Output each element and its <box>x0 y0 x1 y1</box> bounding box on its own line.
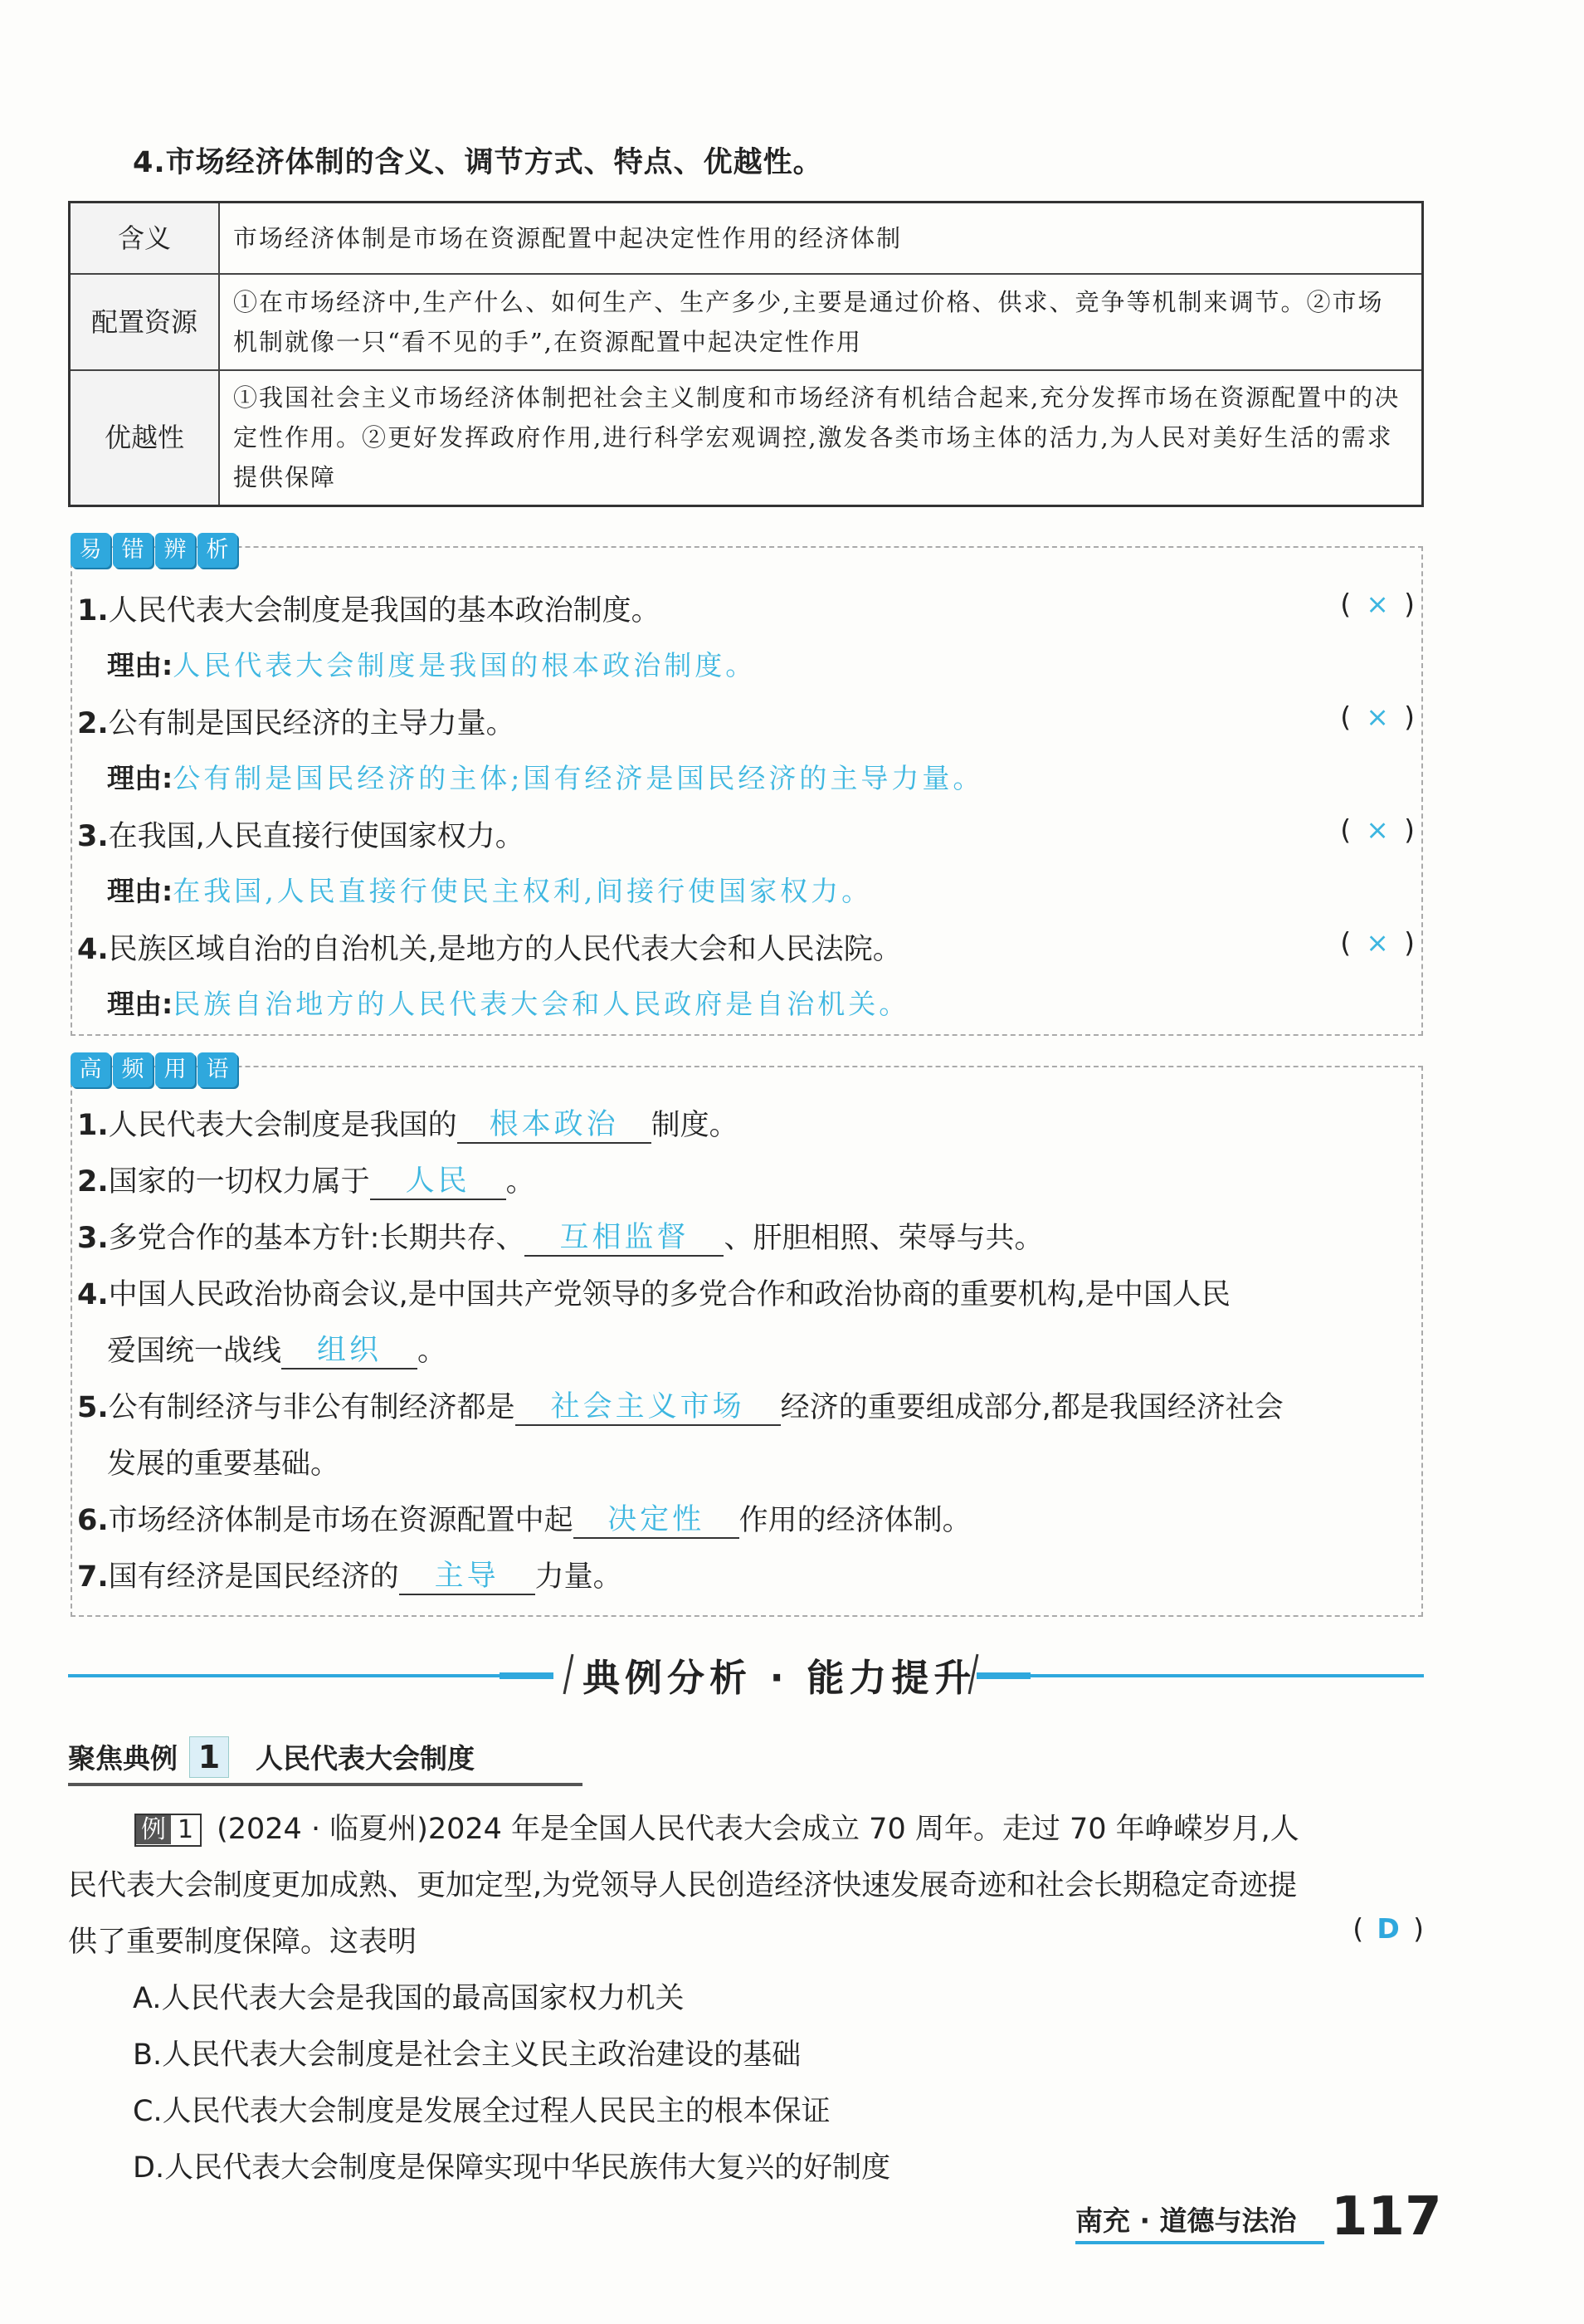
footer-text: 南充 · 道德与法治 <box>1075 2204 1297 2237</box>
tag-char: 析 <box>197 533 237 568</box>
option-c[interactable]: C.人民代表大会制度是发展全过程人民民主的根本保证 <box>133 2095 831 2128</box>
row-value: 市场经济体制是市场在资源配置中起决定性作用的经济体制 <box>219 203 1423 274</box>
row-value: ①我国社会主义市场经济体制把社会主义制度和市场经济有机结合起来,充分发挥市场在资源配置中的决定性作用。②更好发挥政府作用,进行科学宏观调控,激发各类市场主体的活力,为人民对美好生活的需求提供保障 <box>219 370 1423 506</box>
fill-blank[interactable]: 决定性 <box>573 1502 739 1539</box>
section-banner <box>68 1648 1424 1700</box>
option-a[interactable]: A.人民代表大会是我国的最高国家权力机关 <box>133 1982 685 2015</box>
list-item: 2.国家的一切权力属于 人民 。 <box>77 1164 535 1199</box>
judgment-mark: ( × ) <box>1340 813 1415 846</box>
question-line: 民代表大会制度更加成熟、更加定型,为党领导人民创造经济快速发展奇迹和社会长期稳定奇迹提 <box>68 1869 1298 1902</box>
list-item: 7.国有经济是国民经济的 主导 力量。 <box>77 1560 622 1594</box>
reason-line: 理由:民族自治地方的人民代表大会和人民政府是自治机关。 <box>107 988 910 1020</box>
key-phrases-tag <box>71 1052 237 1087</box>
fill-blank[interactable]: 社会主义市场 <box>515 1389 781 1426</box>
option-d[interactable]: D.人民代表大会制度是保障实现中华民族伟大复兴的好制度 <box>133 2151 891 2185</box>
table-row <box>70 203 1423 274</box>
reason-line: 理由:人民代表大会制度是我国的根本政治制度。 <box>107 649 757 681</box>
focus-heading <box>68 1736 475 1778</box>
focus-number: 1 <box>189 1736 229 1778</box>
page-number: 117 <box>1331 2186 1442 2248</box>
list-item: 3.在我国,人民直接行使国家权力。 <box>77 820 524 853</box>
judgment-mark: ( × ) <box>1340 588 1415 620</box>
list-item: 2.公有制是国民经济的主导力量。 <box>77 707 515 740</box>
answer-mark: ( D ) <box>1352 1912 1424 1945</box>
reason-line: 理由:公有制是国民经济的主体;国有经济是国民经济的主导力量。 <box>107 762 984 794</box>
question-line: 例 1 (2024 · 临夏州)2024 年是全国人民代表大会成立 70 周年。走过 70 年峥嵘岁月,人 <box>68 1801 1424 1858</box>
focus-underline <box>68 1783 582 1786</box>
focus-topic: 人民代表大会制度 <box>256 1742 475 1775</box>
question-line: 供了重要制度保障。这表明 <box>68 1926 417 1959</box>
list-item: 4.民族区域自治的自治机关,是地方的人民代表大会和人民法院。 <box>77 933 902 966</box>
tag-char: 语 <box>197 1052 237 1087</box>
banner-title: 典例分析 · 能力提升 <box>582 1656 977 1700</box>
row-key: 优越性 <box>70 370 220 506</box>
fill-blank[interactable]: 组织 <box>281 1333 417 1370</box>
section-heading: 4.市场经济体制的含义、调节方式、特点、优越性。 <box>133 146 823 179</box>
option-b[interactable]: B.人民代表大会制度是社会主义民主政治建设的基础 <box>133 2038 802 2072</box>
list-item-continued: 发展的重要基础。 <box>107 1448 340 1481</box>
list-item: 5.公有制经济与非公有制经济都是 社会主义市场 经济的重要组成部分,都是我国经济社会 <box>77 1390 1284 1424</box>
key-phrases-box <box>71 1057 1423 1617</box>
list-item-continued: 爱国统一战线 组织 。 <box>107 1334 447 1368</box>
fill-blank[interactable]: 互相监督 <box>524 1220 724 1257</box>
list-item: 3.多党合作的基本方针:长期共存、 互相监督 、肝胆相照、荣辱与共。 <box>77 1221 1044 1255</box>
tag-char: 错 <box>113 533 153 568</box>
example-badge: 例 1 <box>134 1814 202 1847</box>
list-item: 1.人民代表大会制度是我国的 根本政治 制度。 <box>77 1108 738 1142</box>
table-row <box>70 370 1423 506</box>
row-value: ①在市场经济中,生产什么、如何生产、生产多少,主要是通过价格、供求、竞争等机制来调节。②市场机制就像一只“看不见的手”,在资源配置中起决定性作用 <box>219 274 1423 370</box>
list-item: 1.人民代表大会制度是我国的基本政治制度。 <box>77 594 660 627</box>
row-key: 配置资源 <box>70 274 220 370</box>
tag-char: 辨 <box>155 533 195 568</box>
fill-blank[interactable]: 根本政治 <box>457 1107 651 1144</box>
tag-char: 高 <box>71 1052 110 1087</box>
fill-blank[interactable]: 主导 <box>399 1559 535 1595</box>
tag-char: 用 <box>155 1052 195 1087</box>
list-item: 6.市场经济体制是市场在资源配置中起 决定性 作用的经济体制。 <box>77 1503 972 1537</box>
row-key: 含义 <box>70 203 220 274</box>
reason-line: 理由:在我国,人民直接行使民主权利,间接行使国家权力。 <box>107 875 873 907</box>
market-economy-table <box>68 201 1424 507</box>
example-question <box>68 1801 1424 1970</box>
footer-underline <box>1075 2241 1324 2244</box>
tag-char: 频 <box>113 1052 153 1087</box>
judgment-mark: ( × ) <box>1340 926 1415 959</box>
focus-label: 聚焦典例 <box>68 1742 178 1775</box>
judgment-mark: ( × ) <box>1340 701 1415 733</box>
error-analysis-box <box>71 537 1423 1036</box>
fill-blank[interactable]: 人民 <box>370 1164 506 1200</box>
table-row <box>70 274 1423 370</box>
tag-char: 易 <box>71 533 110 568</box>
error-analysis-tag <box>71 533 237 568</box>
list-item: 4.中国人民政治协商会议,是中国共产党领导的多党合作和政治协商的重要机构,是中国人民 <box>77 1278 1231 1311</box>
